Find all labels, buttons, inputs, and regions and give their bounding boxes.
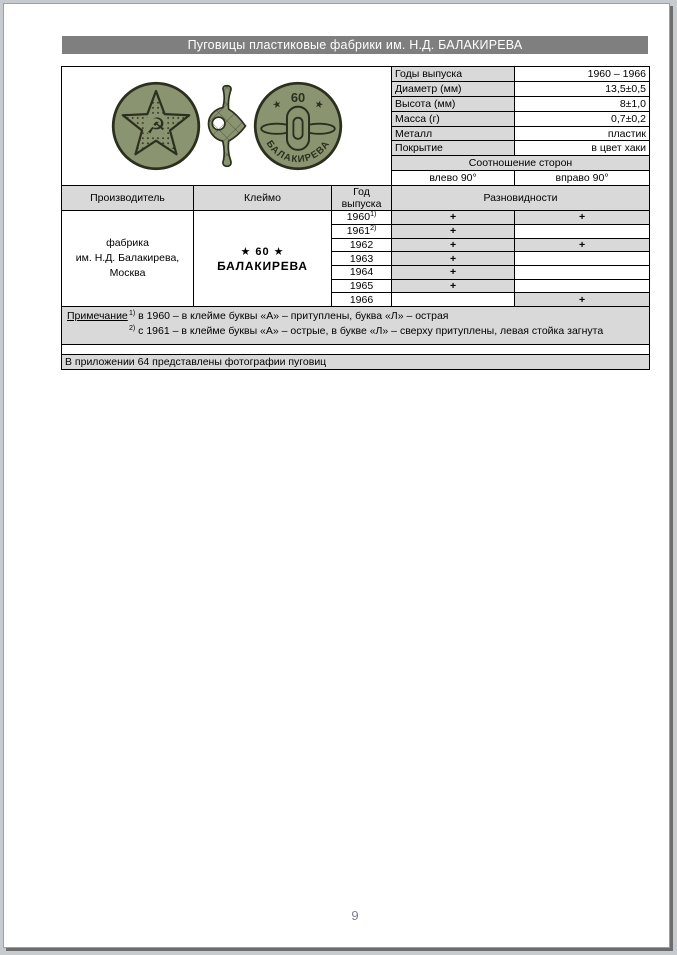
button-photos (65, 76, 388, 176)
aspect-right-label: вправо 90° (515, 171, 650, 186)
variant-right-cell: + (515, 211, 650, 225)
notes-section (62, 306, 650, 344)
spec-label: Масса (г) (392, 111, 515, 126)
button-side-image (204, 84, 250, 168)
spec-value: 8±1,0 (515, 96, 650, 111)
producer-name: фабрика (106, 237, 149, 250)
col-header-producer: Производитель (62, 186, 194, 211)
spec-value: 0,7±0,2 (515, 111, 650, 126)
button-images-cell (62, 67, 392, 186)
spec-label: Годы выпуска (392, 67, 515, 82)
variant-right-cell (515, 252, 650, 266)
notes-body (129, 309, 603, 339)
page-number: 9 (351, 908, 359, 923)
aspect-ratio-header: Соотношение сторон (392, 156, 650, 171)
spec-label: Металл (392, 126, 515, 141)
appendix-note: В приложении 64 представлены фотографии пуговиц (62, 354, 650, 369)
year-cell: 1965 (332, 279, 392, 293)
aspect-left-label: влево 90° (392, 171, 515, 186)
variant-left-cell: + (392, 252, 515, 266)
col-header-year: Год выпуска (332, 186, 392, 211)
variant-left-cell: + (392, 238, 515, 252)
producer-name: им. Н.Д. Балакирева, (75, 252, 180, 265)
variant-right-cell (515, 265, 650, 279)
spec-value: 1960 – 1966 (515, 67, 650, 82)
spec-value: пластик (515, 126, 650, 141)
spacer-row (62, 344, 650, 354)
page-title: Пуговицы пластиковые фабрики им. Н.Д. БАЛАКИРЕВА (62, 36, 648, 54)
variant-left-cell: + (392, 279, 515, 293)
stamp-cell (194, 211, 332, 307)
col-header-stamp: Клеймо (194, 186, 332, 211)
stamp-top-line: ★ 60 ★ (240, 245, 285, 258)
stamp-number-60: 60 (290, 90, 305, 106)
year-cell: 1962 (332, 238, 392, 252)
year-cell: 1966 (332, 293, 392, 307)
col-header-varieties: Разновидности (392, 186, 650, 211)
spec-label: Диаметр (мм) (392, 81, 515, 96)
hammer-sickle-emblem: ☭ (145, 113, 166, 139)
note-line-2: $^{2)}$ с 1961 – в клейме буквы «А» – острые, в букве «Л» – сверху притуплены, левая стойка загнута (129, 324, 604, 337)
button-catalog-table (61, 66, 650, 370)
variant-left-cell (392, 293, 515, 307)
year-cell: 1964 (332, 265, 392, 279)
spec-label: Покрытие (392, 141, 515, 156)
variant-right-cell (515, 224, 650, 238)
note-line-1: $^{1)}$ в 1960 – в клейме буквы «А» – притуплены, буква «Л» – острая (129, 309, 449, 322)
spec-value: в цвет хаки (515, 141, 650, 156)
spec-label: Высота (мм) (392, 96, 515, 111)
producer-city: Москва (109, 267, 146, 280)
variant-left-cell: + (392, 265, 515, 279)
variant-right-cell: + (515, 238, 650, 252)
variant-right-cell (515, 279, 650, 293)
variant-right-cell: + (515, 293, 650, 307)
spec-value: 13,5±0,5 (515, 81, 650, 96)
year-cell: 1963 (332, 252, 392, 266)
stamp-text-curved: БАЛАКИРЕВА (263, 138, 332, 166)
button-back-image (252, 80, 344, 172)
variant-left-cell: + (392, 211, 515, 225)
document-page (3, 3, 670, 948)
variant-left-cell: + (392, 224, 515, 238)
stamp-bottom-line: БАЛАКИРЕВА (216, 258, 309, 273)
page-content (61, 36, 649, 370)
star-icon: ★ (312, 98, 325, 112)
button-front-image (110, 80, 202, 172)
star-icon: ★ (270, 98, 283, 112)
notes-label: Примечание (67, 309, 128, 322)
year-cell: 1960$^{1)}$ (332, 211, 392, 225)
producer-cell (62, 211, 194, 307)
year-cell: 1961$^{2)}$ (332, 224, 392, 238)
